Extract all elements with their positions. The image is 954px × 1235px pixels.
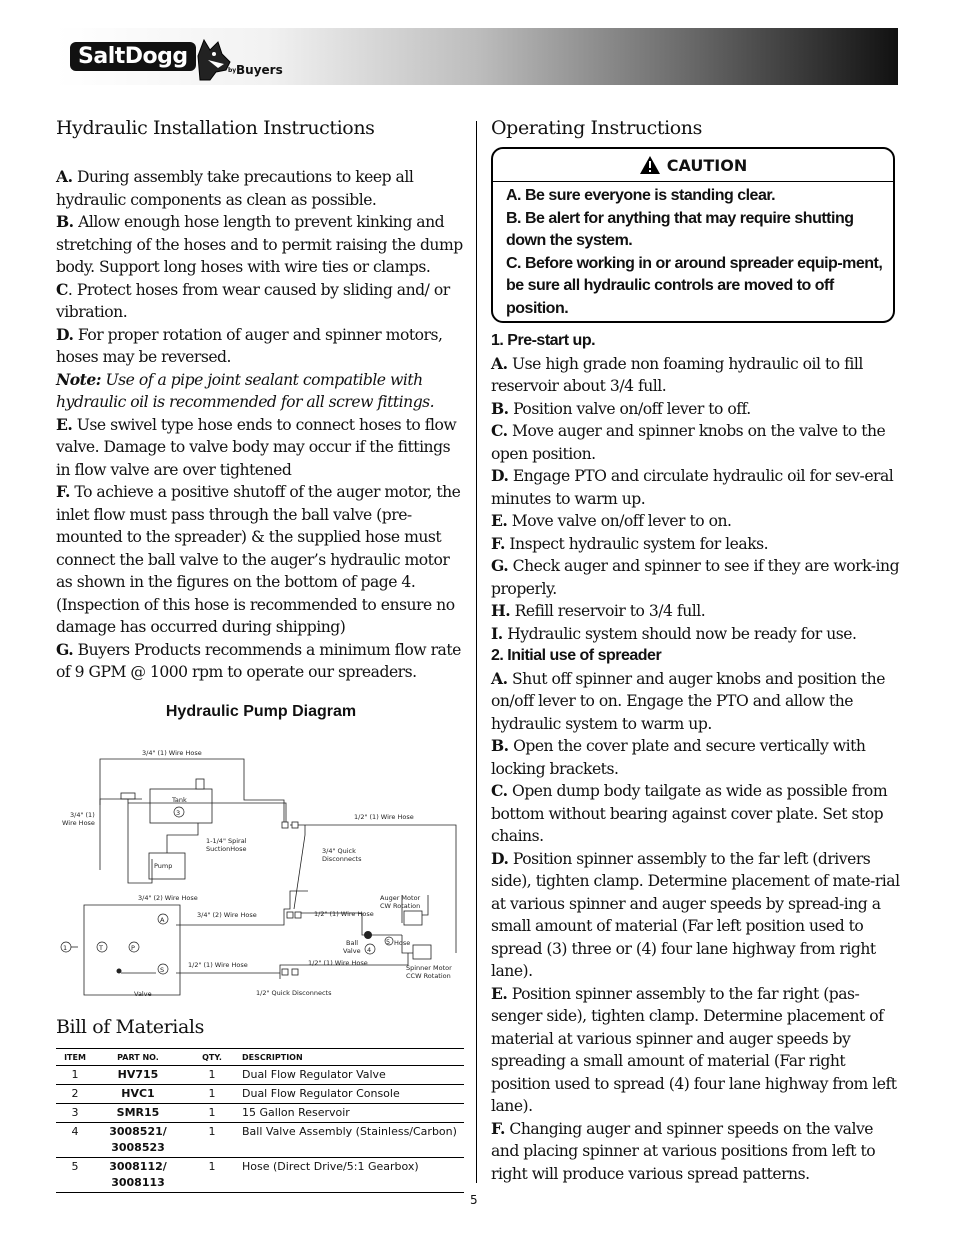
svg-text:1/2" (1) Wire Hose: 1/2" (1) Wire Hose <box>308 959 368 967</box>
prestart-title: 1. Pre-start up. <box>491 332 596 349</box>
svg-text:T: T <box>99 944 103 952</box>
svg-text:Auger Motor: Auger Motor <box>380 894 421 902</box>
logo-buyers: Buyers <box>236 63 283 77</box>
hydraulic-pump-diagram <box>56 745 466 1005</box>
svg-text:P: P <box>131 944 135 952</box>
installation-item-d: D. For proper rotation of auger and spinner motors, hoses may be reversed. <box>56 324 443 366</box>
warning-triangle-icon <box>639 155 661 175</box>
table-row: 3 SMR15 1 15 Gallon Reservoir <box>56 1104 464 1123</box>
list-item: B. Open the cover plate and secure vertically with locking brackets. <box>491 736 866 778</box>
bom-title: Bill of Materials <box>56 1016 204 1038</box>
installation-item-f: F. To achieve a positive shutoff of the auger motor, the inlet flow must pass through the ball valve (pre-mounted to the spreader) & the supplied hose must connect the ball valve to the auger’s hydraulic motor as shown in the figures on the bottom of page 4. (Inspection of this hose is recommended to ensure no damage has occurred during shipping) <box>56 482 461 636</box>
list-item: I. Hydraulic system should now be ready for use. <box>491 623 857 643</box>
svg-text:1/2" (1) Wire Hose: 1/2" (1) Wire Hose <box>314 910 374 918</box>
list-item: B. Position valve on/off lever to off. <box>491 398 751 418</box>
bom-table <box>56 1048 464 1193</box>
list-item: C. Open dump body tailgate as wide as possible from bottom without bearing against cover plate. Set stop chains. <box>491 781 888 845</box>
list-item: H. Refill reservoir to 3/4 full. <box>491 601 706 620</box>
svg-text:1/2" (1) Wire Hose: 1/2" (1) Wire Hose <box>188 961 248 969</box>
operating-instructions-section <box>491 117 901 139</box>
svg-text:3/4" Quick: 3/4" Quick <box>322 847 356 855</box>
svg-text:5: 5 <box>386 938 391 946</box>
caution-label: CAUTION <box>666 155 748 175</box>
svg-text:Disconnects: Disconnects <box>322 855 362 863</box>
list-item: C. Move auger and spinner knobs on the valve to the open position. <box>491 421 886 463</box>
installation-item-g: G. Buyers Products recommends a minimum flow rate of 9 GPM @ 1000 rpm to operate our spreaders. <box>56 639 461 681</box>
logo-wordmark: SaltDogg <box>70 42 196 71</box>
operating-steps <box>491 330 901 1185</box>
svg-text:Valve: Valve <box>134 990 152 998</box>
logo-by: by <box>228 67 237 74</box>
list-item: F. Changing auger and spinner speeds on the valve and placing spinner at various positions from left to right will produce various spread patterns. <box>491 1118 876 1183</box>
list-item: G. Check auger and spinner to see if they are work-ing properly. <box>491 556 900 598</box>
svg-text:Pump: Pump <box>154 862 173 870</box>
installation-list <box>56 166 466 684</box>
svg-text:3/4" (1) Wire Hose: 3/4" (1) Wire Hose <box>142 749 202 757</box>
bill-of-materials <box>56 1016 464 1193</box>
svg-text:Ball: Ball <box>346 939 359 947</box>
svg-text:Tank: Tank <box>172 796 187 804</box>
svg-text:CW Rotation: CW Rotation <box>380 902 421 910</box>
list-item: E. Position spinner assembly to the far right (pas-senger side), tighten clamp. Determine placement of material at various spinner and auger speeds by spreading a small amount of material (Far right position used to spread (4) four lane highway from left lane). <box>491 983 897 1115</box>
svg-text:1/2" Quick Disconnects: 1/2" Quick Disconnects <box>256 989 332 997</box>
svg-text:S: S <box>160 966 165 974</box>
list-item: E. Move valve on/off lever to on. <box>491 511 732 530</box>
table-row: 5 3008112/ 3008113 1 Hose (Direct Drive/5:1 Gearbox) <box>56 1158 464 1193</box>
caution-box <box>491 147 895 323</box>
svg-text:SuctionHose: SuctionHose <box>206 845 247 853</box>
svg-text:CCW Rotation: CCW Rotation <box>406 972 451 980</box>
section-title: Hydraulic Installation Instructions <box>56 117 375 139</box>
svg-text:Valve: Valve <box>343 947 361 955</box>
list-item: D. Engage PTO and circulate hydraulic oil for sev-eral minutes to warm up. <box>491 466 894 508</box>
list-item: A. Shut off spinner and auger knobs and position the on/off lever to on. Engage the PTO and allow the hydraulic system to warm up. <box>491 668 885 733</box>
installation-item-b: B. Allow enough hose length to prevent kinking and stretching of the hoses and to permit raising the dump body. Support long hoses with wire ties or clamps. <box>56 212 463 276</box>
section-title: Operating Instructions <box>491 117 702 139</box>
hydraulic-installation-section <box>56 117 466 721</box>
initial-use-title: 2. Initial use of spreader <box>491 647 662 664</box>
svg-text:Spinner Motor: Spinner Motor <box>406 964 452 972</box>
table-row: 2 HVC1 1 Dual Flow Regulator Console <box>56 1085 464 1104</box>
caution-header <box>493 149 893 182</box>
svg-text:1/2" (1) Wire Hose: 1/2" (1) Wire Hose <box>354 813 414 821</box>
svg-text:3/4" (2) Wire Hose: 3/4" (2) Wire Hose <box>138 894 198 902</box>
svg-text:Hose: Hose <box>394 939 411 947</box>
list-item: F. Inspect hydraulic system for leaks. <box>491 533 769 553</box>
svg-text:3/4" (2) Wire Hose: 3/4" (2) Wire Hose <box>197 911 257 919</box>
bom-header-row: ITEM PART NO. QTY. DESCRIPTION <box>56 1049 464 1066</box>
svg-text:3: 3 <box>176 809 181 817</box>
svg-text:3/4" (1): 3/4" (1) <box>70 811 95 819</box>
svg-text:1: 1 <box>63 944 68 952</box>
column-divider <box>476 121 477 1183</box>
table-row: 4 3008521/ 3008523 1 Ball Valve Assembly (Stainless/Carbon) <box>56 1123 464 1158</box>
svg-text:1-1/4" Spiral: 1-1/4" Spiral <box>206 837 247 845</box>
table-row: 1 HV715 1 Dual Flow Regulator Valve <box>56 1066 464 1085</box>
installation-note: Note: Use of a pipe joint sealant compatible with hydraulic oil is recommended for all screw fittings. <box>56 369 435 411</box>
saltdogg-logo <box>66 36 296 84</box>
svg-text:Wire Hose: Wire Hose <box>62 819 95 827</box>
page-number: 5 <box>470 1193 478 1207</box>
svg-text:A: A <box>160 916 165 924</box>
list-item: D. Position spinner assembly to the far left (drivers side), tighten clamp. Determine placement of mate-rial at various spinner and auger speeds by spread-ing a small amount of material (Far left position used to spread (3) three or (4) four lane highway from right lane). <box>491 848 900 980</box>
svg-text:4: 4 <box>367 946 372 954</box>
list-item: A. Use high grade non foaming hydraulic oil to fill reservoir about 3/4 full. <box>491 353 863 395</box>
dog-mascot-icon <box>194 36 237 82</box>
diagram-title: Hydraulic Pump Diagram <box>165 702 357 720</box>
installation-item-c: C. Protect hoses from wear caused by sliding and/ or vibration. <box>56 279 450 321</box>
installation-item-e: E. Use swivel type hose ends to connect hoses to flow valve. Damage to valve body may occur if the fittings in flow valve are over tightened <box>56 414 457 479</box>
caution-text: A. Be sure everyone is standing clear. B. Be alert for anything that may require shutting down the system. C. Before working in or around spreader equip-ment, be sure all hydraulic controls are moved to off position. <box>506 187 883 317</box>
installation-item-a: A. During assembly take precautions to keep all hydraulic components as clean as possible. <box>56 167 414 209</box>
